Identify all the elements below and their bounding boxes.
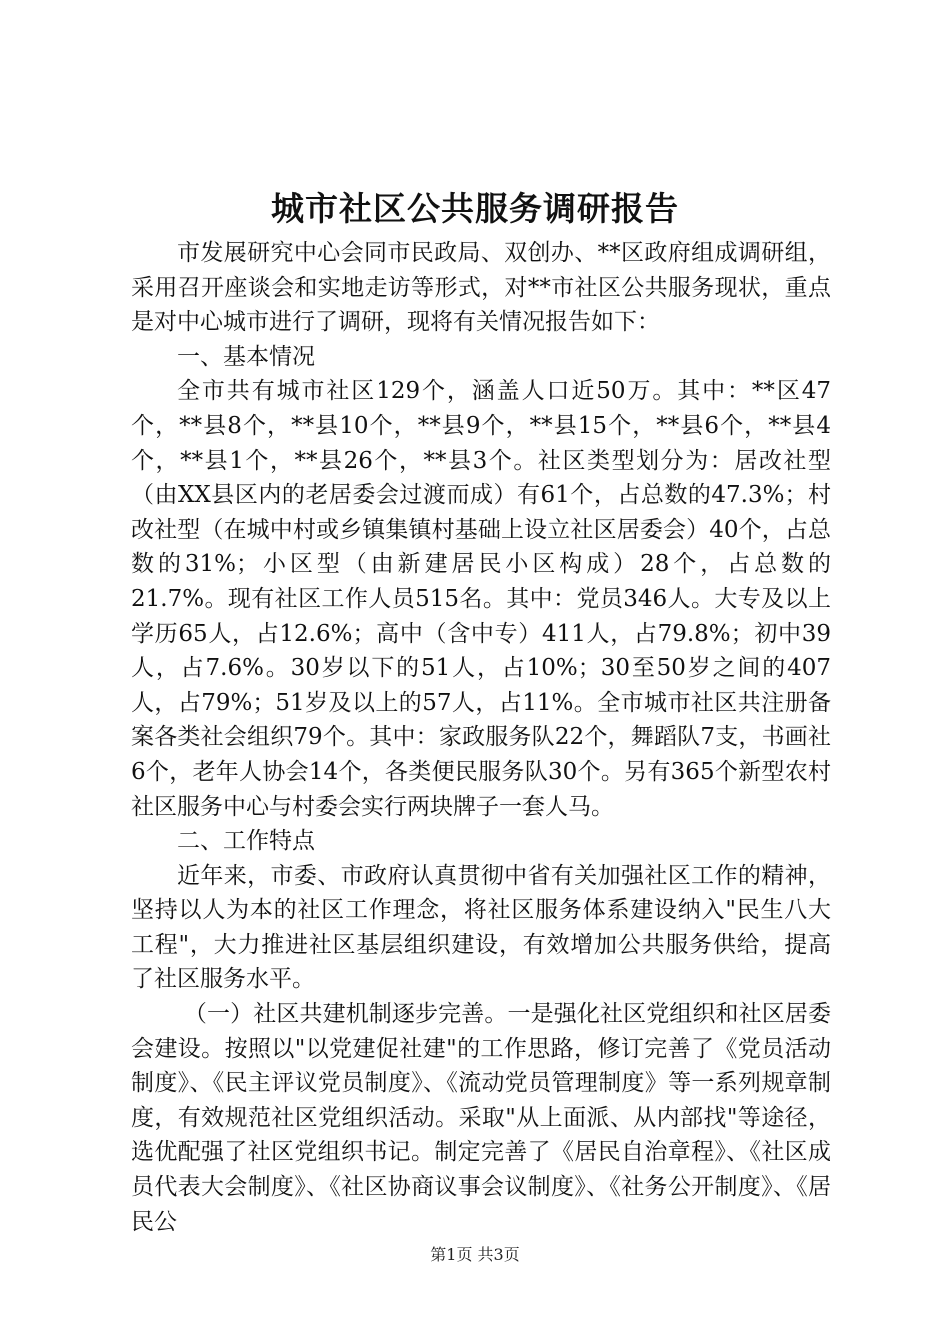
section-heading-features: 二、工作特点 — [177, 828, 315, 855]
subsection-paragraph: （一）社区共建机制逐步完善。一是强化社区党组织和社区居委会建设。按照以"以党建促社建"的工作思路，修订完善了《党员活动制度》、《民主评议党员制度》、《流动党员管理制度》等一系列规章制度，有效规范社区党组织活动。采取"从上面派、从内部找"等途径，选优配强了社区党组织书记。制定完善了《居民自治章程》、《社区成员代表大会制度》、《社区协商议事会议制度》、《社务公开制度》、《居民公 — [131, 1001, 831, 1235]
features-paragraph: 近年来，市委、市政府认真贯彻中省有关加强社区工作的精神，坚持以人为本的社区工作理念，将社区服务体系建设纳入"民生八大工程"，大力推进社区基层组织建设，有效增加公共服务供给，提高了社区服务水平。 — [131, 862, 831, 993]
page-number-footer: 第1页 共3页 — [430, 1245, 520, 1264]
document-title: 城市社区公共服务调研报告 — [271, 189, 679, 228]
document-body — [131, 236, 831, 1239]
section-heading-basic: 一、基本情况 — [177, 343, 315, 370]
basic-info-paragraph: 全市共有城市社区129个，涵盖人口近50万。其中：**区47个，**县8个，**县10个，**县9个，**县15个，**县6个，**县4个，**县1个，**县26个，**县3个。社区类型划分为：居改社型（由XX县区内的老居委会过渡而成）有61个，占总数的47.3%；村改社型（在城中村或乡镇集镇村基础上设立社区居委会）40个，占总数的31%；小区型（由新建居民小区构成）28个，占总数的21.7%。现有社区工作人员515名。其中：党员346人。大专及以上学历65人，占12.6%；高中（含中专）411人，占79.8%；初中39人，占7.6%。30岁以下的51人，占10%；30至50岁之间的407人，占79%；51岁及以上的57人，占11%。全市城市社区共注册备案各类社会组织79个。其中：家政服务队22个，舞蹈队7支，书画社6个，老年人协会14个，各类便民服务队30个。另有365个新型农村社区服务中心与村委会实行两块牌子一套人马。 — [131, 378, 831, 820]
intro-paragraph: 市发展研究中心会同市民政局、双创办、**区政府组成调研组，采用召开座谈会和实地走访等形式，对**市社区公共服务现状，重点是对中心城市进行了调研，现将有关情况报告如下： — [131, 240, 831, 336]
